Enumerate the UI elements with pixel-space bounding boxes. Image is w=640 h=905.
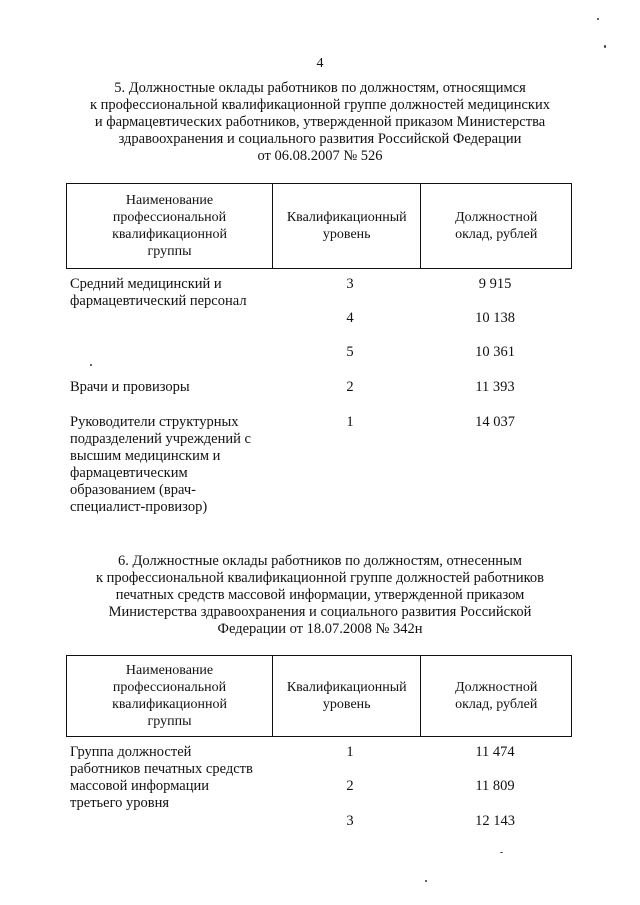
table-row-level: 3 [346,813,354,829]
section5-header-level [273,184,421,269]
row-name-line: образованием (врач- [70,482,196,498]
section6-title-line: Федерации от 18.07.2008 № 342н [217,621,423,637]
header-text: оклад, рублей [455,227,538,242]
section5-title-line: 5. Должностные оклады работников по должностям, относящимся [114,80,526,96]
scan-speck [604,45,606,48]
table-row-salary: 14 037 [475,414,515,430]
scan-speck [597,18,599,20]
header-text: Наименование [125,663,214,678]
header-text: оклад, рублей [455,697,538,712]
section6-title [40,553,600,638]
row-name-line: подразделений учреждений с [70,431,251,447]
scan-speck [425,880,427,882]
table-row-level: 1 [346,414,354,430]
table-row-name [70,276,290,310]
table-row-salary: 9 915 [478,276,512,292]
table-row-salary: 11 809 [475,778,515,794]
table-row-level: 2 [346,778,354,794]
section5-title-line: здравоохранения и социального развития Российской Федерации [118,131,522,147]
header-text: уровень [322,227,371,242]
table-row-level: 1 [346,744,354,760]
header-text: Квалификационный [286,210,407,225]
header-text: группы [147,714,192,729]
section6-header-salary [421,656,572,737]
table-row-name [70,414,290,516]
row-name-line: Врачи и провизоры [70,379,190,395]
header-text: Квалификационный [286,680,407,695]
header-text: группы [147,244,192,259]
table-row-level: 2 [346,379,354,395]
table-row-salary: 11 393 [475,379,515,395]
header-text: квалификационной [112,697,227,712]
table-row-level: 3 [346,276,354,292]
section5-table-header [66,183,572,269]
row-name-line: Руководители структурных [70,414,239,430]
row-name-line: Средний медицинский и [70,276,222,292]
scan-speck [90,364,92,366]
table-row-name [70,744,290,812]
header-text: уровень [322,697,371,712]
table-row-salary: 11 474 [475,744,515,760]
row-name-line: Группа должностей [70,744,192,760]
section6-title-line: 6. Должностные оклады работников по должностям, отнесенным [118,553,522,569]
row-name-line: специалист-провизор) [70,499,208,515]
section6-title-line: Министерства здравоохранения и социального развития Российской [108,604,532,620]
table-row-level: 4 [346,310,354,326]
row-name-line: массовой информации [70,778,210,794]
row-name-line: высшим медицинским и [70,448,221,464]
section5-title-line: и фармацевтических работников, утвержденной приказом Министерства [94,114,546,130]
table-row-level: 5 [346,344,354,360]
section5-title-line: от 06.08.2007 № 526 [257,148,383,164]
section6-title-line: печатных средств массовой информации, утвержденной приказом [115,587,525,603]
row-name-line: третьего уровня [70,795,170,811]
section6-title-line: к профессиональной квалификационной группе должностей работников [95,570,545,586]
table-row-salary: 10 138 [475,310,515,326]
header-text: Наименование [125,193,214,208]
section6-header-name [67,656,273,737]
header-text: профессиональной [112,680,227,695]
table-row-salary: 10 361 [475,344,515,360]
row-name-line: фармацевтическим [70,465,188,481]
section5-header-name [67,184,273,269]
table-row-name [70,379,290,396]
table-row-salary: 12 143 [475,813,515,829]
scan-speck [500,852,503,853]
row-name-line: фармацевтический персонал [70,293,247,309]
header-text: Должностной [455,210,538,225]
section5-title [40,80,600,165]
header-text: Должностной [455,680,538,695]
section5-header-salary [421,184,572,269]
header-text: квалификационной [112,227,227,242]
section5-title-line: к профессиональной квалификационной группе должностей медицинских [90,97,550,113]
row-name-line: работников печатных средств [70,761,253,777]
header-text: профессиональной [112,210,227,225]
page-number: 4 [316,56,324,71]
section6-table-header [66,655,572,737]
section6-header-level [273,656,421,737]
